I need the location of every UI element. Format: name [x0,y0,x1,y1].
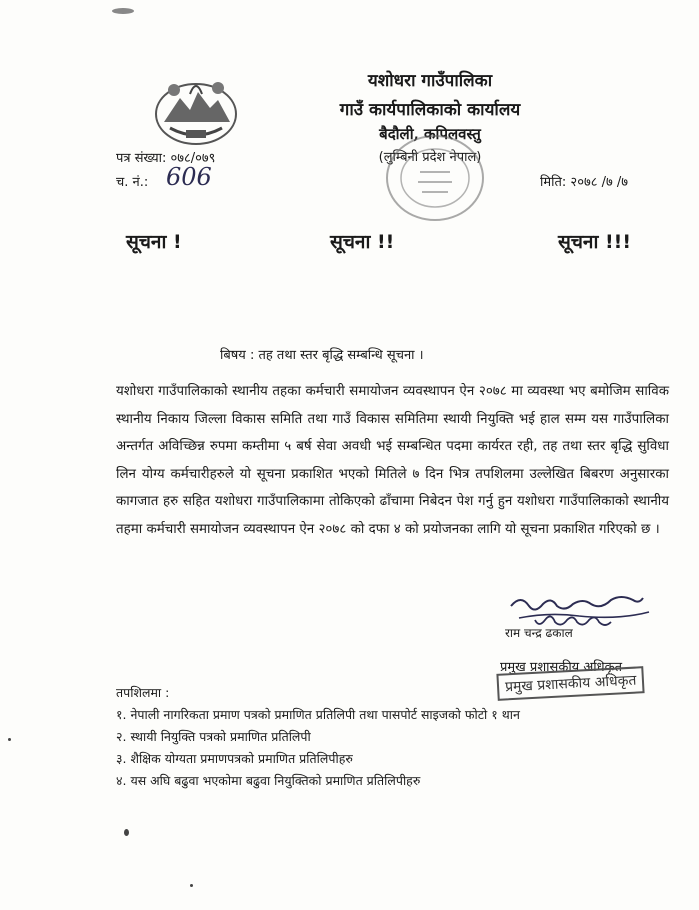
notice-heading-2: सूचना !! [330,231,395,253]
notice-heading-3: सूचना !!! [558,231,631,253]
dispatch-number-handwritten: 606 [166,163,212,191]
list-item: २. स्थायी नियुक्ति पत्रको प्रमाणित प्रतिलिपी [116,729,311,744]
list-item: ४. यस अघि बढुवा भएकोमा बढुवा नियुक्तिको प्रमाणित प्रतिलिपीहरु [116,773,421,788]
scan-mark [124,829,129,836]
nepal-emblem-icon [150,68,242,150]
office-address: बैदौली, कपिलवस्तु [379,125,481,143]
enclosure-heading: तपशिलमा : [116,685,170,700]
office-seal-icon [380,128,490,228]
signatory-stamp: प्रमुख प्रशासकीय अधिकृत [496,666,645,701]
signatory-name: राम चन्द्र ढकाल [505,626,573,640]
notice-heading-1: सूचना ! [126,231,182,253]
scan-mark [190,884,193,887]
scan-mark [8,738,11,741]
dispatch-number-label: च. नं.: [116,175,149,190]
list-item: १. नेपाली नागरिकता प्रमाण पत्रको प्रमाणित प्रतिलिपी तथा पासपोर्ट साइजको फोटो १ थान [116,707,520,722]
office-province: (लुम्बिनी प्रदेश नेपाल) [378,150,482,165]
notice-body: यशोधरा गाउँपालिकाको स्थानीय तहका कर्मचारी समायोजन व्यवस्थापन ऐन २०७८ मा व्यवस्था भए बमोजिम साविक स्थानीय निकाय जिल्ला विकास समिति तथा गाउँ विकास समितिमा स्थायी नियुक्ति भई हाल सम्म यस गाउँपालिका अन्तर्गत अविच्छिन्न रुपमा कम्तीमा ५ बर्ष सेवा अवधी भई सम्बन्धित पदमा कार्यरत रही, तह तथा स्तर बृद्धि सुविधा लिन योग्य कर्मचारीहरुले यो सूचना प्रकाशित भएको मितिले ७ दिन भित्र तपशिलमा उल्लेखित बिबरण अनुसारका कागजात हरु सहित यशोधरा गाउँपालिकामा तोकिएको ढाँचामा निबेदन पेश गर्नु हुन यशोधरा गाउँपालिकाको स्थानीय तहमा कर्मचारी समायोजन व्यवस्थापन ऐन २०७८ को दफा ४ को प्रयोजनका लागि यो सूचना प्रकाशित गरिएको छ । [116,384,669,537]
subject-line: बिषय : तह तथा स्तर बृद्धि सम्बन्धि सूचना । [220,348,424,363]
scan-mark [112,8,134,14]
list-item: ३. शैक्षिक योग्यता प्रमाणपत्रको प्रमाणित प्रतिलिपीहरु [116,751,353,766]
reference-number: पत्र संख्या: ०७८/०७९ [116,151,216,166]
office-subtitle: गाउँ कार्यपालिकाको कार्यालय [339,100,521,120]
signatory-title: प्रमुख प्रशासकीय अधिकृत [500,660,623,675]
office-name: यशोधरा गाउँपालिका [367,71,493,91]
issue-date: मिति: २०७८ /७ /७ [540,175,629,190]
enclosure-list [116,704,520,792]
